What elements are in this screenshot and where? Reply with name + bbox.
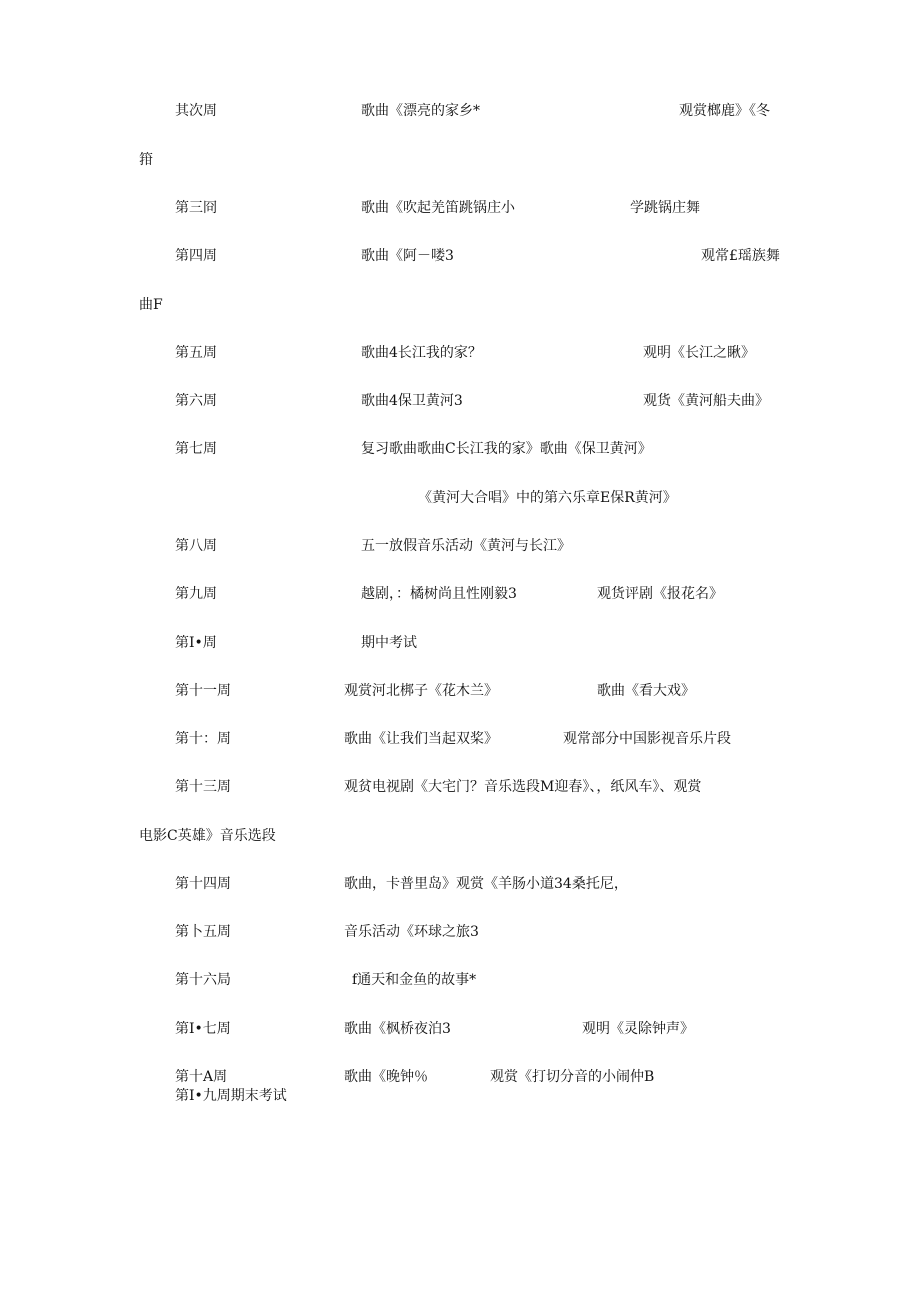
week-label: 第五周 [175, 345, 217, 361]
song-entry: 歌曲《枫桥夜泊3 [344, 1021, 451, 1037]
activity-entry: 学跳锅庄舞 [630, 200, 700, 216]
week-label: 第I•周 [175, 635, 217, 651]
activity-entry: 五一放假音乐活动《黄河与长江》 [361, 538, 571, 554]
week-label: 其次周 [175, 103, 217, 119]
song-entry: 歌曲《漂亮的家乡* [361, 103, 480, 119]
song-entry: 歌曲《看大戏》 [597, 683, 695, 699]
song-entry: 歌曲《吹起羌笛跳锅庄小 [361, 200, 515, 216]
song-entry: 歌曲《晚钟％ [344, 1069, 428, 1085]
continuation-line: 曲F [139, 297, 163, 313]
watch-entry: 观贫电视剧《大宅门？音乐选段M迎春》、，纸风车》、观赏 [344, 779, 702, 795]
week-label: 第三冏 [175, 200, 217, 216]
watch-entry: 观常部分中国影视音乐片段 [563, 731, 731, 747]
activity-entry: 期中考试 [361, 635, 417, 651]
continuation-line: 电影C英雄》音乐选段 [139, 828, 276, 844]
continuation-line: 《黄河大合唱》中的第六乐章E保R黄河》 [418, 490, 677, 506]
week-label: 第七周 [175, 441, 217, 457]
week-label: 第十四周 [175, 876, 231, 892]
week-label: 第十：周 [175, 731, 231, 747]
activity-entry: f通天和金鱼的故事* [352, 972, 477, 988]
week-label: 第十A周 [175, 1069, 228, 1085]
watch-entry: 观货《黄河船夫曲》 [643, 393, 769, 409]
continuation-line: 箝 [139, 152, 153, 168]
watch-entry: 观赏《打切分音的小闹仲B [490, 1069, 655, 1085]
week-label: 第十六局 [175, 972, 231, 988]
watch-entry: 观货评剧《报花名》 [597, 586, 723, 602]
activity-entry: 歌曲，卡普里岛》观赏《羊肠小道34桑托尼， [344, 876, 628, 892]
activity-entry: 越剧，：橘树尚且性刚毅3 [361, 586, 517, 602]
week-label: 第十三周 [175, 779, 231, 795]
watch-entry: 观常£瑶族舞 [701, 248, 780, 264]
week-label: 第六周 [175, 393, 217, 409]
week-label: 第十一周 [175, 683, 231, 699]
week-label: 第八周 [175, 538, 217, 554]
song-entry: 歌曲4长江我的家？ [361, 345, 482, 361]
watch-entry: 观明《长江之瞅》 [643, 345, 755, 361]
watch-entry: 观赏榔鹿》《冬 [679, 103, 770, 119]
song-entry: 歌曲《让我们当起双桨》 [344, 731, 498, 747]
activity-entry: 音乐活动《环球之旅3 [344, 924, 479, 940]
week-label: 第四周 [175, 248, 217, 264]
song-entry: 歌曲《阿－喽3 [361, 248, 454, 264]
week-label: 第卜五周 [175, 924, 231, 940]
watch-entry: 观明《灵除钟声》 [582, 1021, 694, 1037]
song-entry: 歌曲4保卫黄河3 [361, 393, 463, 409]
activity-entry: 复习歌曲歌曲C长江我的家》歌曲《保卫黄河》 [361, 441, 652, 457]
week-label: 第九周 [175, 586, 217, 602]
week-label: 第I•七周 [175, 1021, 231, 1037]
watch-entry: 观赏河北梆子《花木兰》 [344, 683, 498, 699]
week-label: 第I•九周期末考试 [175, 1088, 287, 1104]
